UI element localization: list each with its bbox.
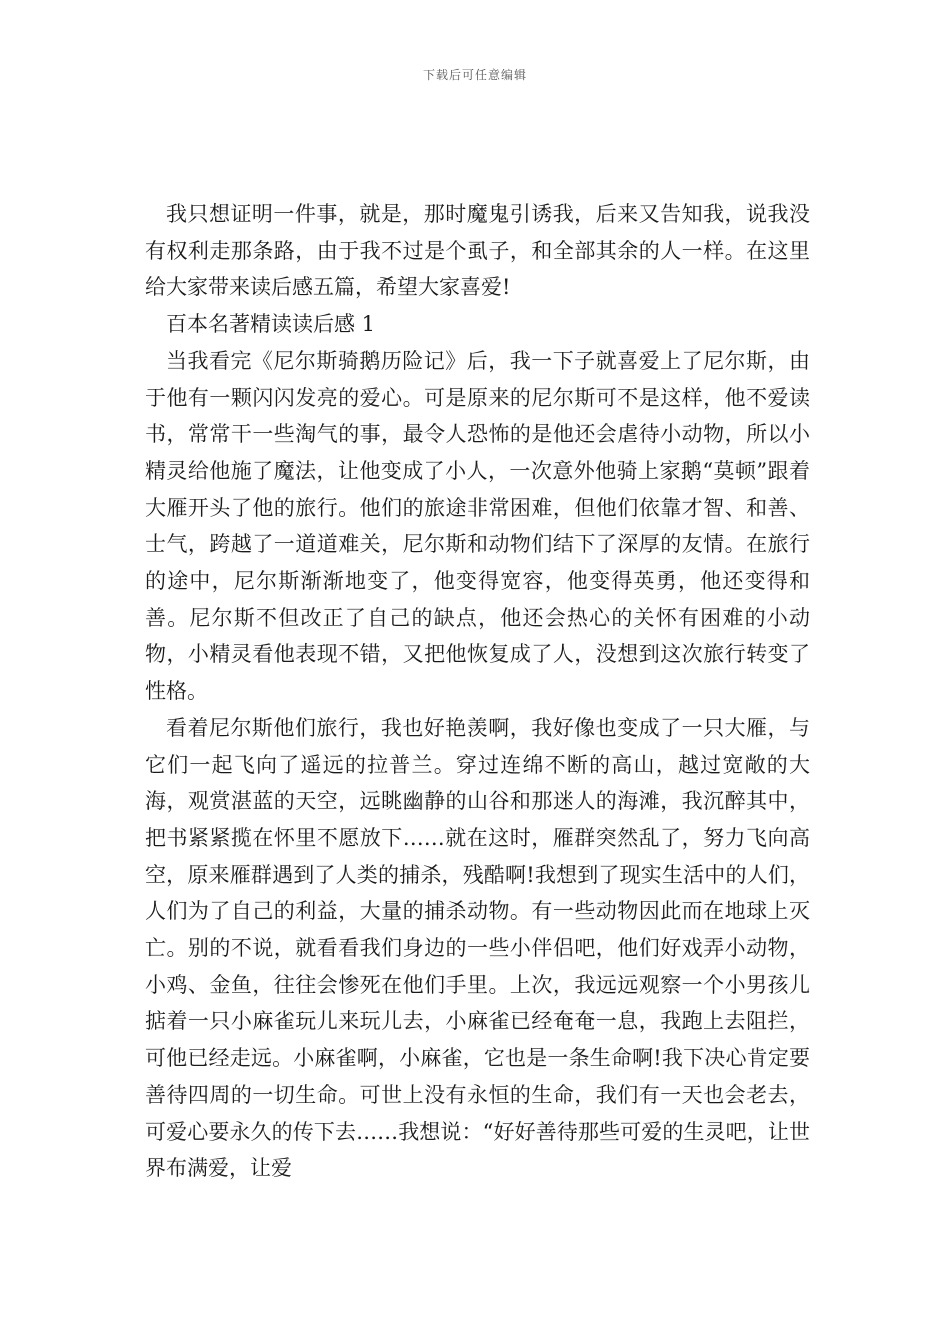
body-paragraph-1: 当我看完《尼尔斯骑鹅历险记》后，我一下子就喜爱上了尼尔斯，由于他有一颗闪闪发亮的爱心。可是原来的尼尔斯可不是这样，他不爱读书，常常干一些淘气的事，最令人恐怖的是他还会虐待小动物，所以小精灵给他施了魔法，让他变成了小人，一次意外他骑上家鹅“莫顿”跟着大雁开头了他的旅行。他们的旅途非常困难，但他们依靠才智、和善、士气，跨越了一道道难关，尼尔斯和动物们结下了深厚的友情。在旅行的途中，尼尔斯渐渐地变了，他变得宽容，他变得英勇，他还变得和善。尼尔斯不但改正了自己的缺点，他还会热心的关怀有困难的小动物，小精灵看他表现不错，又把他恢复成了人，没想到这次旅行转变了性格。 [145,348,810,704]
header-note: 下载后可任意编辑 [422,68,527,82]
intro-paragraph: 我只想证明一件事，就是，那时魔鬼引诱我，后来又告知我，说我没有权利走那条路，由于我不过是个虱子，和全部其余的人一样。在这里给大家带来读后感五篇，希望大家喜爱! [145,202,810,300]
body-paragraph-2: 看着尼尔斯他们旅行，我也好艳羡啊，我好像也变成了一只大雁，与它们一起飞向了遥远的拉普兰。穿过连绵不断的高山，越过宽敞的大海，观赏湛蓝的天空，远眺幽静的山谷和那迷人的海滩，我沉醉其中，把书紧紧揽在怀里不愿放下……就在这时，雁群突然乱了，努力飞向高空，原来雁群遇到了人类的捕杀，残酷啊!我想到了现实生活中的人们，人们为了自己的利益，大量的捕杀动物。有一些动物因此而在地球上灭亡。别的不说，就看看我们身边的一些小伴侣吧，他们好戏弄小动物，小鸡、金鱼，往往会惨死在他们手里。上次，我远远观察一个小男孩儿掂着一只小麻雀玩儿来玩儿去，小麻雀已经奄奄一息，我跑上去阻拦，可他已经走远。小麻雀啊，小麻雀，它也是一条生命啊!我下决心肯定要善待四周的一切生命。可世上没有永恒的生命，我们有一天也会老去，可爱心要永久的传下去……我想说：“好好善待那些可爱的生灵吧，让世界布满爱，让爱 [145,715,810,1181]
section-title: 百本名著精读读后感 1 [166,312,376,337]
document-body [145,196,810,1187]
